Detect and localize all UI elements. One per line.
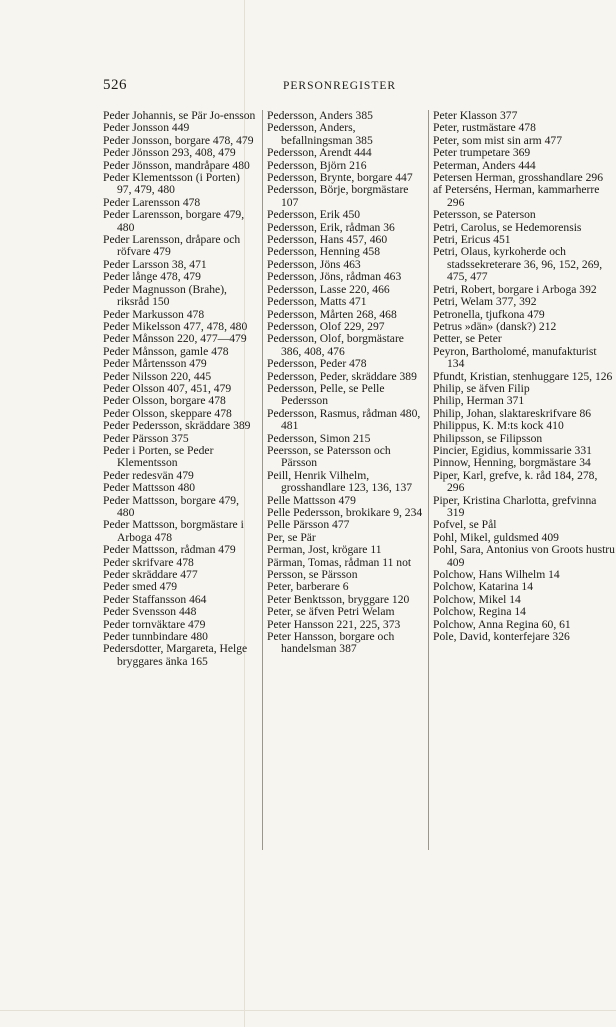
- index-entry: Perman, Jost, krögare 11: [267, 543, 382, 557]
- index-entry: Pinnow, Henning, borgmästare 34: [433, 456, 591, 470]
- index-entry: Pedersson, Jöns 463: [267, 257, 361, 271]
- index-entry: Peder Jonsson, borgare 478, 479: [103, 133, 254, 147]
- index-entry: Pedersson, Olof, borgmästare 386, 408, 476: [267, 332, 404, 358]
- index-entry: Petri, Robert, borgare i Arboga 392: [433, 282, 597, 296]
- index-entry: Peder skräddare 477: [103, 568, 198, 582]
- page-header: [103, 77, 523, 96]
- index-entry: Peder Olsson, borgare 478: [103, 394, 226, 408]
- index-entry: Pelle Mattsson 479: [267, 493, 356, 507]
- index-entry: Pedersson, Pelle, se Pelle Pedersson: [267, 381, 385, 408]
- index-entry: Peder Mattsson, borgmästare i Arboga 478: [103, 518, 244, 544]
- index-entry: Pedersson, Erik, rådman 36: [267, 220, 395, 234]
- index-entry: Peder tornväktare 479: [103, 617, 206, 631]
- index-entry: Peder Olsson, skeppare 478: [103, 406, 232, 420]
- index-entry: Polchow, Anna Regina 60, 61: [433, 617, 571, 631]
- index-entry: Peder smed 479: [103, 580, 178, 594]
- index-entry: Pedersson, Jöns, rådman 463: [267, 270, 402, 284]
- index-entry: Peder Johannis, se Pär Jo-ensson: [103, 110, 256, 122]
- index-entry: Pärman, Tomas, rådman 11 not: [267, 555, 412, 569]
- index-entry: Philip, Johan, slaktareskrifvare 86: [433, 406, 592, 420]
- index-entry: Peder Olsson 407, 451, 479: [103, 381, 232, 395]
- index-entry: Peder Pärsson 375: [103, 431, 189, 445]
- index-column-1: [103, 110, 257, 668]
- index-entry: Pedersson, Björn 216: [267, 158, 367, 172]
- index-entry: Peersson, se Patersson och Pärsson: [267, 443, 391, 470]
- index-entry: Pohl, Sara, Antonius von Groots hustru 409: [433, 543, 615, 569]
- index-entry: Pedersson, Peder, skräddare 389: [267, 369, 417, 383]
- index-entry: Petronella, tjufkona 479: [433, 307, 545, 321]
- index-entry: Pedersson, Mårten 268, 468: [267, 307, 397, 321]
- index-entry: Polchow, Hans Wilhelm 14: [433, 568, 560, 582]
- index-entry: Peder Månsson 220, 477—479: [103, 332, 247, 346]
- index-entry: Pedersson, Börje, borgmästare 107: [267, 183, 409, 209]
- index-entry: Peill, Henrik Vilhelm, grosshandlare 123, 136, 137: [267, 468, 413, 495]
- index-entry: Petri, Olaus, kyrkoherde och stadssekreterare 36, 96, 152, 269, 475, 477: [433, 245, 603, 284]
- index-entry: Pedersson, Brynte, borgare 447: [267, 171, 413, 185]
- index-entry: Peder Staffansson 464: [103, 592, 207, 606]
- index-entry: Pedersdotter, Margareta, Helge bryggares änka 165: [103, 642, 248, 668]
- index-entry: Peder Larsson 38, 471: [103, 257, 207, 271]
- index-entry: Peder Larensson, dråpare och röfvare 479: [103, 233, 241, 259]
- index-entry: af Peterséns, Herman, kammarherre 296: [433, 183, 600, 209]
- index-entry: Pedersson, Rasmus, rådman 480, 481: [267, 406, 421, 433]
- index-entry: Pelle Pärsson 477: [267, 518, 350, 532]
- index-entry: Peder i Porten, se Peder Klementsson: [103, 443, 214, 470]
- index-entry: Peder Nilsson 220, 445: [103, 369, 212, 383]
- index-entry: Petrus »dän» (dansk?) 212: [433, 319, 557, 333]
- index-entry: Polchow, Regina 14: [433, 605, 526, 619]
- index-entry: Polchow, Katarina 14: [433, 580, 534, 594]
- index-entry: Peder Mattsson, rådman 479: [103, 543, 236, 557]
- index-entry: Peter, se äfven Petri Welam: [267, 605, 395, 619]
- index-column-2: [267, 110, 427, 656]
- column-divider: [262, 110, 263, 850]
- index-entry: Pedersson, Simon 215: [267, 431, 371, 445]
- index-entry: Piper, Kristina Charlotta, grefvinna 319: [433, 493, 597, 519]
- index-entry: Pohl, Mikel, guldsmed 409: [433, 530, 559, 544]
- index-entry: Petri, Ericus 451: [433, 233, 511, 247]
- index-entry: Pedersson, Anders, befallningsman 385: [267, 121, 373, 147]
- index-entry: Peter, barberare 6: [267, 580, 349, 594]
- page-number: 526: [103, 77, 127, 93]
- index-entry: Peterman, Anders 444: [433, 158, 536, 172]
- index-entry: Pedersson, Peder 478: [267, 357, 367, 371]
- running-head: PERSONREGISTER: [283, 80, 397, 92]
- index-entry: Pofvel, se Pål: [433, 518, 497, 532]
- index-entry: Philip, se äfven Filip: [433, 381, 530, 395]
- index-entry: Peder Mikelsson 477, 478, 480: [103, 319, 248, 333]
- index-entry: Pelle Pedersson, brokikare 9, 234: [267, 506, 423, 519]
- index-entry: Peder Jönsson 293, 408, 479: [103, 146, 236, 160]
- index-entry: Pincier, Egidius, kommissarie 331: [433, 443, 592, 457]
- index-entry: Philip, Herman 371: [433, 394, 525, 408]
- index-entry: Peder skrifvare 478: [103, 555, 194, 569]
- index-entry: Pedersson, Matts 471: [267, 295, 367, 309]
- index-entry: Peder långe 478, 479: [103, 270, 201, 284]
- index-entry: Peder Svensson 448: [103, 605, 197, 619]
- index-entry: Pedersson, Olof 229, 297: [267, 319, 385, 333]
- index-entry: Per, se Pär: [267, 530, 316, 544]
- index-entry: Peder Mattsson, borgare 479, 480: [103, 493, 239, 519]
- index-entry: Peter, rustmästare 478: [433, 121, 536, 135]
- index-entry: Peder Magnusson (Brahe), riksråd 150: [103, 282, 227, 309]
- index-entry: Peter Benktsson, bryggare 120: [267, 592, 410, 606]
- column-divider: [428, 110, 429, 850]
- index-entry: Peyron, Bartholomé, manufakturist 134: [433, 344, 597, 371]
- index-entry: Peter Klasson 377: [433, 110, 518, 122]
- index-entry: Peder Mårtensson 479: [103, 357, 207, 371]
- page-bottom-edge: [0, 1010, 616, 1011]
- index-entry: Persson, se Pärsson: [267, 568, 358, 582]
- index-entry: Peder Larensson, borgare 479, 480: [103, 208, 245, 234]
- index-entry: Pfundt, Kristian, stenhuggare 125, 126: [433, 369, 613, 383]
- index-column-3: [433, 110, 615, 643]
- index-entry: Pedersson, Lasse 220, 466: [267, 282, 390, 296]
- index-entry: Polchow, Mikel 14: [433, 592, 521, 606]
- index-entry: Pole, David, konterfejare 326: [433, 630, 570, 644]
- index-entry: Petter, se Peter: [433, 332, 502, 346]
- index-entry: Petri, Carolus, se Hedemorensis: [433, 220, 582, 234]
- index-entry: Peder Markusson 478: [103, 307, 205, 321]
- index-entry: Peder Månsson, gamle 478: [103, 344, 229, 358]
- index-entry: Petri, Welam 377, 392: [433, 295, 537, 309]
- index-entry: Peter trumpetare 369: [433, 146, 531, 160]
- index-entry: Petersen Herman, grosshandlare 296: [433, 171, 603, 185]
- index-entry: Pedersson, Henning 458: [267, 245, 381, 259]
- index-entry: Peder Pedersson, skräddare 389: [103, 419, 251, 433]
- index-entry: Philipsson, se Filipsson: [433, 431, 543, 445]
- index-entry: Peter, som mist sin arm 477: [433, 133, 562, 147]
- index-entry: Pedersson, Hans 457, 460: [267, 233, 388, 247]
- index-entry: Peder tunnbindare 480: [103, 630, 208, 644]
- index-entry: Pedersson, Anders 385: [267, 110, 373, 122]
- index-entry: Peter Hansson, borgare och handelsman 387: [267, 630, 395, 656]
- index-entry: Peder Jonsson 449: [103, 121, 190, 135]
- index-entry: Pedersson, Erik 450: [267, 208, 361, 222]
- index-entry: Pedersson, Arendt 444: [267, 146, 372, 160]
- index-entry: Peder Klementsson (i Porten) 97, 479, 480: [103, 171, 240, 197]
- index-entry: Peder redesvän 479: [103, 468, 194, 482]
- index-entry: Piper, Karl, grefve, k. råd 184, 278, 296: [433, 468, 598, 495]
- index-entry: Peder Jönsson, mandråpare 480: [103, 158, 250, 172]
- index-entry: Petersson, se Paterson: [433, 208, 536, 222]
- index-entry: Peder Mattsson 480: [103, 481, 196, 495]
- index-entry: Peder Larensson 478: [103, 195, 201, 209]
- index-entry: Philippus, K. M:ts kock 410: [433, 419, 564, 433]
- index-entry: Peter Hansson 221, 225, 373: [267, 617, 401, 631]
